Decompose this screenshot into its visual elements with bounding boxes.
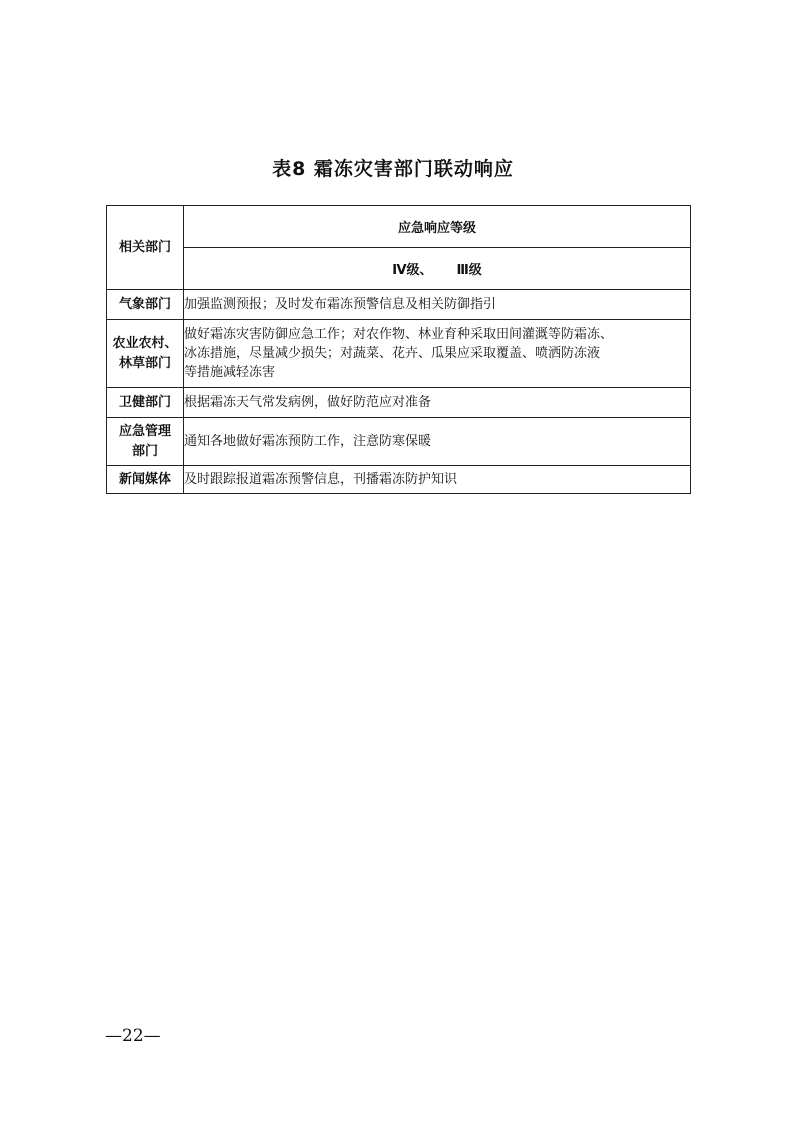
measure-cell bbox=[184, 320, 691, 388]
measure-cell: 根据霜冻天气常发病例，做好防范应对准备 bbox=[184, 388, 691, 418]
department-line: 农业农村、 bbox=[112, 335, 178, 351]
measure-cell: 加强监测预报；及时发布霜冻预警信息及相关防御指引 bbox=[184, 290, 691, 320]
measure-line: 冰冻措施，尽量减少损失；对蔬菜、花卉、瓜果应采取覆盖、喷洒防冻液 bbox=[184, 346, 601, 361]
response-table bbox=[106, 205, 691, 494]
response-level-header: 应急响应等级 bbox=[184, 206, 691, 248]
level-iv: Ⅳ级、 bbox=[392, 263, 433, 278]
department-cell bbox=[107, 418, 184, 466]
table-row bbox=[107, 418, 691, 466]
table-row bbox=[107, 388, 691, 418]
response-levels bbox=[184, 248, 691, 290]
table-row bbox=[107, 466, 691, 494]
department-line: 应急管理 bbox=[118, 423, 171, 439]
page-number: —22— bbox=[105, 1026, 161, 1046]
table-level-row bbox=[107, 248, 691, 290]
department-cell bbox=[107, 320, 184, 388]
table-row bbox=[107, 320, 691, 388]
page-title: 表8 霜冻灾害部门联动响应 bbox=[272, 158, 514, 180]
measure-cell: 通知各地做好霜冻预防工作，注意防寒保暖 bbox=[184, 418, 691, 466]
measure-line: 做好霜冻灾害防御应急工作；对农作物、林业育种采取田间灌溉等防霜冻、 bbox=[184, 327, 614, 342]
level-iii: Ⅲ级 bbox=[456, 263, 482, 278]
department-cell: 气象部门 bbox=[107, 290, 184, 320]
table-row bbox=[107, 290, 691, 320]
department-cell: 卫健部门 bbox=[107, 388, 184, 418]
measure-line: 等措施减轻冻害 bbox=[184, 365, 276, 380]
table-header-row bbox=[107, 206, 691, 248]
measure-cell: 及时跟踪报道霜冻预警信息，刊播霜冻防护知识 bbox=[184, 466, 691, 494]
department-cell: 新闻媒体 bbox=[107, 466, 184, 494]
department-line: 部门 bbox=[131, 443, 158, 459]
department-header: 相关部门 bbox=[107, 206, 184, 290]
department-line: 林草部门 bbox=[118, 355, 171, 371]
